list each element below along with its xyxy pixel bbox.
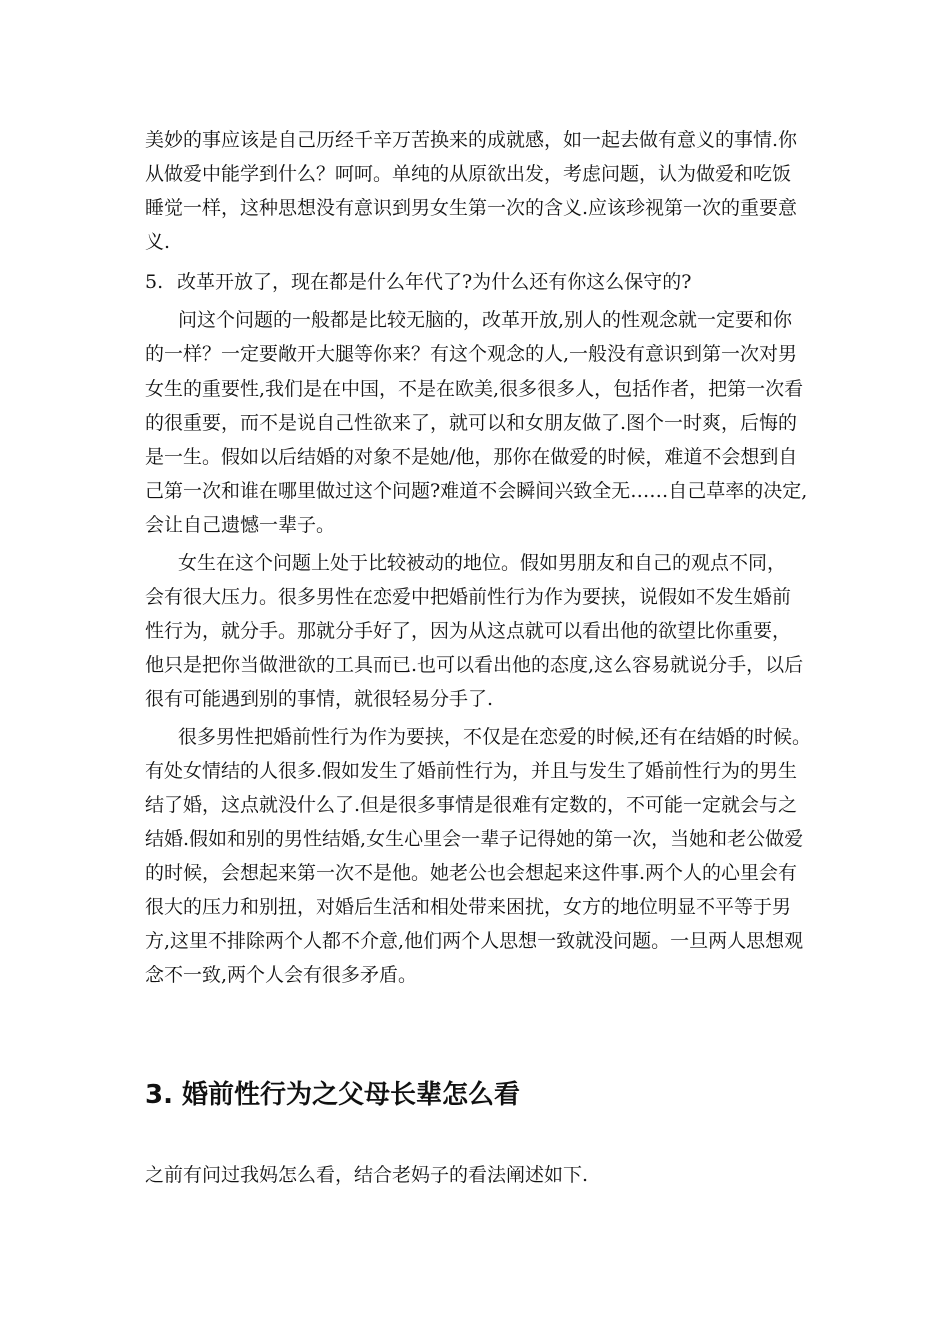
text-line: 念不一致,两个人会有很多矛盾。 bbox=[145, 964, 418, 986]
text-line: 之前有问过我妈怎么看，结合老妈子的看法阐述如下. bbox=[145, 1164, 589, 1186]
section-heading: 3. 婚前性行为之父母长辈怎么看 bbox=[145, 1080, 521, 1110]
list-text: 改革开放了，现在都是什么年代了?为什么还有你这么保守的? bbox=[177, 271, 692, 293]
text-line: 问这个问题的一般都是比较无脑的，改革开放,别人的性观念就一定要和你 bbox=[178, 309, 793, 331]
list-item bbox=[145, 269, 825, 295]
text-line: 性行为，就分手。那就分手好了，因为从这点就可以看出他的欲望比你重要， bbox=[145, 620, 792, 642]
text-line: 很多男性把婚前性行为作为要挟，不仅是在恋爱的时候,还有在结婚的时候。 bbox=[178, 726, 812, 748]
text-line: 美妙的事应该是自己历经千辛万苦换来的成就感，如一起去做有意义的事情.你 bbox=[145, 129, 798, 151]
text-line: 己第一次和谁在哪里做过这个问题?难道不会瞬间兴致全无……自己草率的决定, bbox=[145, 480, 808, 502]
list-number: 5. bbox=[145, 271, 164, 293]
text-line: 他只是把你当做泄欲的工具而已.也可以看出他的态度,这么容易就说分手，以后 bbox=[145, 654, 804, 676]
text-line: 很有可能遇到别的事情，就很轻易分手了. bbox=[145, 688, 494, 710]
text-line: 义. bbox=[145, 231, 171, 253]
text-line: 结了婚，这点就没什么了.但是很多事情是很难有定数的，不可能一定就会与之 bbox=[145, 794, 798, 816]
text-line: 是一生。假如以后结婚的对象不是她/他，那你在做爱的时候，难道不会想到自 bbox=[145, 446, 798, 468]
text-line: 结婚.假如和别的男性结婚,女生心里会一辈子记得她的第一次，当她和老公做爱 bbox=[145, 828, 804, 850]
text-line: 很大的压力和别扭，对婚后生活和相处带来困扰，女方的地位明显不平等于男 bbox=[145, 896, 792, 918]
text-line: 女生的重要性,我们是在中国，不是在欧美,很多很多人，包括作者，把第一次看 bbox=[145, 378, 804, 400]
text-line: 有处女情结的人很多.假如发生了婚前性行为，并且与发生了婚前性行为的男生 bbox=[145, 760, 798, 782]
text-line: 从做爱中能学到什么？呵呵。单纯的从原欲出发，考虑问题，认为做爱和吃饭 bbox=[145, 163, 792, 185]
text-line: 会让自己遗憾一辈子。 bbox=[145, 514, 336, 536]
text-line: 睡觉一样，这种思想没有意识到男女生第一次的含义.应该珍视第一次的重要意 bbox=[145, 197, 798, 219]
text-line: 的时候，会想起来第一次不是他。她老公也会想起来这件事.两个人的心里会有 bbox=[145, 862, 798, 884]
text-line: 的一样？一定要敞开大腿等你来？有这个观念的人,一般没有意识到第一次对男 bbox=[145, 343, 798, 365]
text-line: 会有很大压力。很多男性在恋爱中把婚前性行为作为要挟，说假如不发生婚前 bbox=[145, 586, 792, 608]
text-line: 方,这里不排除两个人都不介意,他们两个人思想一致就没问题。一旦两人思想观 bbox=[145, 930, 804, 952]
text-line: 的很重要，而不是说自己性欲来了，就可以和女朋友做了.图个一时爽，后悔的 bbox=[145, 412, 798, 434]
text-line: 女生在这个问题上处于比较被动的地位。假如男朋友和自己的观点不同， bbox=[178, 552, 787, 574]
